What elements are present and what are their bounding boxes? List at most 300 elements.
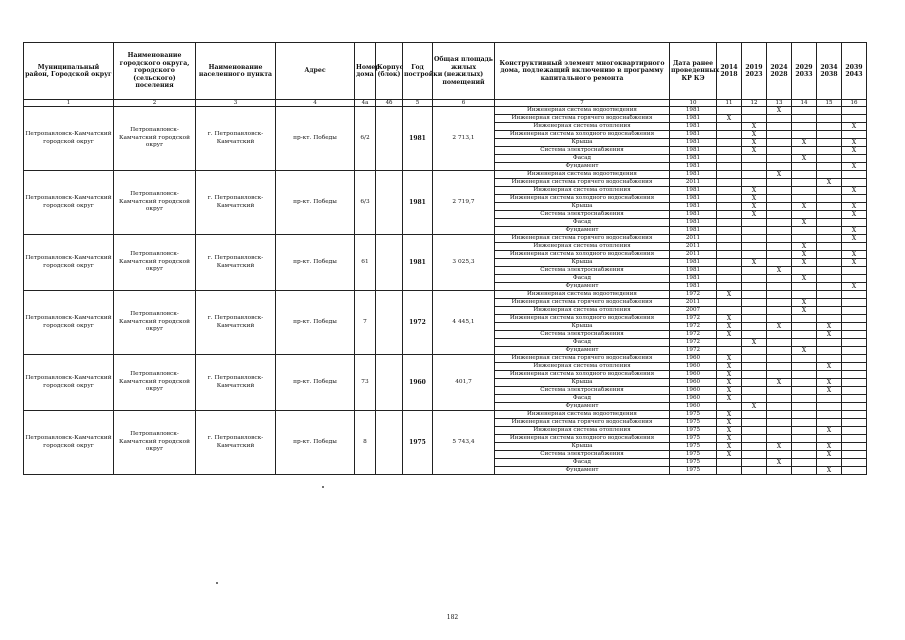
previous-repair-cell: 1975 [670, 427, 717, 435]
period-mark-cell: X [842, 163, 867, 171]
period-mark-cell [717, 339, 742, 347]
previous-repair-cell: 1981 [670, 275, 717, 283]
element-name-cell: Система электроснабжения [495, 331, 670, 339]
period-mark-cell [717, 259, 742, 267]
period-mark-cell: X [717, 355, 742, 363]
period-mark-cell [742, 443, 767, 451]
period-mark-cell [817, 171, 842, 179]
period-mark-cell [817, 163, 842, 171]
period-mark-cell [842, 347, 867, 355]
period-mark-cell: X [767, 459, 792, 467]
period-mark-cell [792, 171, 817, 179]
header-period-6: 2039 2043 [842, 43, 867, 100]
period-mark-cell [767, 187, 792, 195]
period-mark-cell [817, 227, 842, 235]
period-mark-cell [717, 179, 742, 187]
previous-repair-cell: 1981 [670, 211, 717, 219]
period-mark-cell [767, 403, 792, 411]
previous-repair-cell: 1960 [670, 403, 717, 411]
period-mark-cell [842, 155, 867, 163]
element-name-cell: Фасад [495, 275, 670, 283]
previous-repair-cell: 1972 [670, 291, 717, 299]
previous-repair-cell: 1975 [670, 467, 717, 475]
element-name-cell: Фасад [495, 395, 670, 403]
period-mark-cell [842, 179, 867, 187]
period-mark-cell [717, 203, 742, 211]
period-mark-cell [767, 115, 792, 123]
element-name-cell: Крыша [495, 379, 670, 387]
period-mark-cell: X [817, 467, 842, 475]
element-name-cell: Инженерная система горячего водоснабжения [495, 355, 670, 363]
settlement-cell: Петропавловск-Камчатский городской округ [114, 411, 196, 475]
element-name-cell: Инженерная система водоотведения [495, 291, 670, 299]
period-mark-cell [792, 283, 817, 291]
period-mark-cell [792, 443, 817, 451]
period-mark-cell [717, 227, 742, 235]
period-mark-cell [817, 299, 842, 307]
period-mark-cell: X [792, 259, 817, 267]
previous-repair-cell: 1981 [670, 131, 717, 139]
period-mark-cell [792, 227, 817, 235]
period-mark-cell [717, 123, 742, 131]
previous-repair-cell: 1975 [670, 443, 717, 451]
capital-repair-table [23, 42, 867, 475]
street-cell: пр-кт. Победы [276, 291, 355, 355]
column-number: 1 [24, 100, 114, 107]
period-mark-cell: X [767, 267, 792, 275]
period-mark-cell: X [817, 331, 842, 339]
period-mark-cell [742, 155, 767, 163]
element-name-cell: Система электроснабжения [495, 451, 670, 459]
period-mark-cell [717, 243, 742, 251]
street-cell: пр-кт. Победы [276, 107, 355, 171]
previous-repair-cell: 1981 [670, 267, 717, 275]
area-cell: 401,7 [433, 355, 495, 411]
year-cell: 1975 [403, 411, 433, 475]
column-number: 7 [495, 100, 670, 107]
element-name-cell: Инженерная система холодного водоснабжения [495, 435, 670, 443]
period-mark-cell [742, 427, 767, 435]
page-number: 182 [446, 614, 459, 621]
district-cell: Петропавловск-Камчатский городской округ [24, 355, 114, 411]
period-mark-cell [742, 395, 767, 403]
period-mark-cell: X [742, 203, 767, 211]
element-name-cell: Фасад [495, 155, 670, 163]
settlement-cell: Петропавловск-Камчатский городской округ [114, 107, 196, 171]
period-mark-cell [742, 363, 767, 371]
settlement-cell: Петропавловск-Камчатский городской округ [114, 171, 196, 235]
element-name-cell: Инженерная система горячего водоснабжения [495, 179, 670, 187]
period-mark-cell [817, 235, 842, 243]
period-mark-cell: X [842, 139, 867, 147]
header-address: Адрес [276, 43, 355, 100]
previous-repair-cell: 2011 [670, 299, 717, 307]
element-name-cell: Крыша [495, 139, 670, 147]
column-number: 16 [842, 100, 867, 107]
period-mark-cell [792, 131, 817, 139]
period-mark-cell [817, 395, 842, 403]
period-mark-cell [842, 131, 867, 139]
previous-repair-cell: 1972 [670, 315, 717, 323]
period-mark-cell [742, 107, 767, 115]
period-mark-cell [742, 323, 767, 331]
period-mark-cell: X [767, 379, 792, 387]
previous-repair-cell: 2011 [670, 251, 717, 259]
element-name-cell: Инженерная система отопления [495, 307, 670, 315]
previous-repair-cell: 1981 [670, 259, 717, 267]
period-mark-cell [842, 403, 867, 411]
header-element: Конструктивный элемент многоквартирного дома, подлежащий включению в программу капитального ремонта [495, 43, 670, 100]
table-row [24, 355, 867, 363]
period-mark-cell [842, 331, 867, 339]
period-mark-cell [792, 451, 817, 459]
locality-cell: г. Петропавловск-Камчатский [196, 355, 276, 411]
block-cell [376, 107, 403, 171]
table-body [24, 107, 867, 475]
period-mark-cell [717, 195, 742, 203]
period-mark-cell [842, 363, 867, 371]
period-mark-cell [767, 131, 792, 139]
period-mark-cell [817, 115, 842, 123]
previous-repair-cell: 1960 [670, 387, 717, 395]
house-number-cell: 73 [355, 355, 376, 411]
previous-repair-cell: 1972 [670, 339, 717, 347]
previous-repair-cell: 1975 [670, 411, 717, 419]
element-name-cell: Инженерная система горячего водоснабжения [495, 419, 670, 427]
period-mark-cell [792, 267, 817, 275]
block-cell [376, 291, 403, 355]
header-locality: Наименование населенного пункта [196, 43, 276, 100]
period-mark-cell [767, 259, 792, 267]
period-mark-cell [792, 187, 817, 195]
period-mark-cell [792, 291, 817, 299]
period-mark-cell [842, 459, 867, 467]
period-mark-cell [742, 251, 767, 259]
period-mark-cell [842, 371, 867, 379]
period-mark-cell [717, 139, 742, 147]
area-cell: 4 445,1 [433, 291, 495, 355]
period-mark-cell: X [792, 307, 817, 315]
area-cell: 3 025,3 [433, 235, 495, 291]
period-mark-cell: X [717, 435, 742, 443]
year-cell: 1972 [403, 291, 433, 355]
element-name-cell: Инженерная система холодного водоснабжения [495, 315, 670, 323]
table-row [24, 171, 867, 179]
period-mark-cell [842, 107, 867, 115]
period-mark-cell [792, 195, 817, 203]
period-mark-cell: X [842, 227, 867, 235]
header-period-4: 2029 2033 [792, 43, 817, 100]
period-mark-cell [742, 275, 767, 283]
period-mark-cell [767, 227, 792, 235]
period-mark-cell [742, 115, 767, 123]
period-mark-cell: X [717, 331, 742, 339]
element-name-cell: Инженерная система водоотведения [495, 107, 670, 115]
period-mark-cell [767, 411, 792, 419]
period-mark-cell [792, 179, 817, 187]
element-name-cell: Фасад [495, 339, 670, 347]
column-number: 5 [403, 100, 433, 107]
period-mark-cell: X [767, 107, 792, 115]
period-mark-cell [767, 331, 792, 339]
area-cell: 2 713,1 [433, 107, 495, 171]
period-mark-cell [767, 427, 792, 435]
period-mark-cell [717, 347, 742, 355]
period-mark-cell [767, 211, 792, 219]
period-mark-cell [742, 419, 767, 427]
period-mark-cell: X [717, 443, 742, 451]
period-mark-cell: X [717, 451, 742, 459]
period-mark-cell: X [742, 147, 767, 155]
period-mark-cell [817, 403, 842, 411]
previous-repair-cell: 1981 [670, 107, 717, 115]
period-mark-cell [817, 131, 842, 139]
locality-cell: г. Петропавловск-Камчатский [196, 171, 276, 235]
period-mark-cell: X [742, 259, 767, 267]
period-mark-cell: X [842, 203, 867, 211]
period-mark-cell [817, 139, 842, 147]
period-mark-cell: X [717, 323, 742, 331]
period-mark-cell [792, 115, 817, 123]
period-mark-cell [842, 219, 867, 227]
period-mark-cell: X [717, 411, 742, 419]
period-mark-cell [767, 203, 792, 211]
period-mark-cell: X [792, 139, 817, 147]
period-mark-cell: X [842, 123, 867, 131]
period-mark-cell [717, 211, 742, 219]
period-mark-cell: X [842, 187, 867, 195]
period-mark-cell [842, 307, 867, 315]
period-mark-cell [842, 339, 867, 347]
year-cell: 1981 [403, 107, 433, 171]
period-mark-cell [742, 235, 767, 243]
element-name-cell: Фундамент [495, 227, 670, 235]
column-number: 12 [742, 100, 767, 107]
period-mark-cell [742, 299, 767, 307]
period-mark-cell [842, 243, 867, 251]
period-mark-cell [742, 315, 767, 323]
period-mark-cell [842, 291, 867, 299]
period-mark-cell: X [717, 379, 742, 387]
previous-repair-cell: 1981 [670, 187, 717, 195]
period-mark-cell: X [767, 323, 792, 331]
table-row [24, 411, 867, 419]
previous-repair-cell: 1981 [670, 123, 717, 131]
previous-repair-cell: 2011 [670, 243, 717, 251]
period-mark-cell: X [717, 371, 742, 379]
column-number: 6 [433, 100, 495, 107]
column-number: 14 [792, 100, 817, 107]
block-cell [376, 235, 403, 291]
period-mark-cell [742, 435, 767, 443]
element-name-cell: Инженерная система отопления [495, 363, 670, 371]
period-mark-cell [817, 371, 842, 379]
period-mark-cell: X [842, 251, 867, 259]
column-number: 13 [767, 100, 792, 107]
district-cell: Петропавловск-Камчатский городской округ [24, 411, 114, 475]
period-mark-cell [742, 243, 767, 251]
period-mark-cell [817, 411, 842, 419]
period-mark-cell [842, 451, 867, 459]
period-mark-cell: X [767, 443, 792, 451]
period-mark-cell [842, 299, 867, 307]
period-mark-cell: X [792, 219, 817, 227]
header-period-5: 2034 2038 [817, 43, 842, 100]
period-mark-cell [742, 347, 767, 355]
period-mark-cell [742, 219, 767, 227]
element-name-cell: Система электроснабжения [495, 147, 670, 155]
previous-repair-cell: 1972 [670, 323, 717, 331]
element-name-cell: Система электроснабжения [495, 387, 670, 395]
element-name-cell: Крыша [495, 323, 670, 331]
period-mark-cell [767, 251, 792, 259]
period-mark-cell [792, 235, 817, 243]
period-mark-cell [792, 355, 817, 363]
scan-speck [216, 582, 218, 584]
locality-cell: г. Петропавловск-Камчатский [196, 107, 276, 171]
element-name-cell: Инженерная система отопления [495, 427, 670, 435]
period-mark-cell [817, 147, 842, 155]
district-cell: Петропавловск-Камчатский городской округ [24, 235, 114, 291]
element-name-cell: Фасад [495, 459, 670, 467]
period-mark-cell [717, 147, 742, 155]
period-mark-cell [717, 299, 742, 307]
period-mark-cell: X [742, 131, 767, 139]
period-mark-cell: X [717, 291, 742, 299]
previous-repair-cell: 1981 [670, 155, 717, 163]
element-name-cell: Крыша [495, 259, 670, 267]
column-number: 4а [355, 100, 376, 107]
period-mark-cell: X [792, 275, 817, 283]
element-name-cell: Инженерная система отопления [495, 123, 670, 131]
period-mark-cell [717, 107, 742, 115]
header-period-2: 2019 2023 [742, 43, 767, 100]
column-number: 11 [717, 100, 742, 107]
previous-repair-cell: 1981 [670, 219, 717, 227]
previous-repair-cell: 2011 [670, 179, 717, 187]
previous-repair-cell: 1981 [670, 163, 717, 171]
period-mark-cell [842, 443, 867, 451]
period-mark-cell [742, 171, 767, 179]
element-name-cell: Фундамент [495, 467, 670, 475]
previous-repair-cell: 1981 [670, 139, 717, 147]
element-name-cell: Система электроснабжения [495, 267, 670, 275]
period-mark-cell [817, 155, 842, 163]
element-name-cell: Фундамент [495, 163, 670, 171]
previous-repair-cell: 1981 [670, 195, 717, 203]
previous-repair-cell: 1975 [670, 435, 717, 443]
previous-repair-cell: 1960 [670, 379, 717, 387]
period-mark-cell [717, 251, 742, 259]
period-mark-cell [792, 403, 817, 411]
period-mark-cell [842, 467, 867, 475]
previous-repair-cell: 1975 [670, 451, 717, 459]
period-mark-cell [742, 179, 767, 187]
previous-repair-cell: 1960 [670, 363, 717, 371]
period-mark-cell: X [842, 283, 867, 291]
period-mark-cell [742, 411, 767, 419]
period-mark-cell: X [792, 251, 817, 259]
period-mark-cell [717, 235, 742, 243]
element-name-cell: Инженерная система горячего водоснабжения [495, 299, 670, 307]
period-mark-cell: X [817, 379, 842, 387]
period-mark-cell [742, 291, 767, 299]
period-mark-cell [767, 195, 792, 203]
period-mark-cell [717, 171, 742, 179]
period-mark-cell [792, 363, 817, 371]
period-mark-cell [767, 419, 792, 427]
settlement-cell: Петропавловск-Камчатский городской округ [114, 291, 196, 355]
element-name-cell: Инженерная система холодного водоснабжения [495, 195, 670, 203]
period-mark-cell [792, 163, 817, 171]
locality-cell: г. Петропавловск-Камчатский [196, 235, 276, 291]
period-mark-cell [817, 315, 842, 323]
period-mark-cell: X [817, 451, 842, 459]
element-name-cell: Инженерная система отопления [495, 243, 670, 251]
period-mark-cell [767, 235, 792, 243]
previous-repair-cell: 1981 [670, 283, 717, 291]
period-mark-cell [767, 347, 792, 355]
area-cell: 2 719,7 [433, 171, 495, 235]
period-mark-cell [792, 211, 817, 219]
period-mark-cell: X [742, 195, 767, 203]
period-mark-cell [817, 347, 842, 355]
house-number-cell: 61 [355, 235, 376, 291]
period-mark-cell [817, 243, 842, 251]
period-mark-cell [842, 395, 867, 403]
column-number: 15 [817, 100, 842, 107]
period-mark-cell [817, 275, 842, 283]
previous-repair-cell: 1975 [670, 459, 717, 467]
area-cell: 5 743,4 [433, 411, 495, 475]
header-house-number: Номер дома [355, 43, 376, 100]
period-mark-cell [767, 435, 792, 443]
previous-repair-cell: 1960 [670, 355, 717, 363]
period-mark-cell [842, 427, 867, 435]
period-mark-cell [792, 339, 817, 347]
year-cell: 1981 [403, 171, 433, 235]
period-mark-cell [717, 467, 742, 475]
period-mark-cell: X [792, 299, 817, 307]
previous-repair-cell: 1960 [670, 395, 717, 403]
element-name-cell: Крыша [495, 203, 670, 211]
period-mark-cell [817, 307, 842, 315]
period-mark-cell [717, 267, 742, 275]
scan-speck [322, 486, 324, 488]
house-number-cell: 8 [355, 411, 376, 475]
period-mark-cell: X [717, 363, 742, 371]
element-name-cell: Фундамент [495, 347, 670, 355]
period-mark-cell: X [817, 363, 842, 371]
period-mark-cell [767, 315, 792, 323]
period-mark-cell: X [742, 339, 767, 347]
period-mark-cell: X [792, 203, 817, 211]
period-mark-cell [842, 419, 867, 427]
street-cell: пр-кт. Победы [276, 355, 355, 411]
period-mark-cell [792, 419, 817, 427]
header-district: Муниципальный район, Городской округ [24, 43, 114, 100]
period-mark-cell [717, 283, 742, 291]
period-mark-cell [742, 267, 767, 275]
period-mark-cell [842, 387, 867, 395]
table-row [24, 107, 867, 115]
header-period-1: 2014 2018 [717, 43, 742, 100]
period-mark-cell [792, 395, 817, 403]
period-mark-cell [817, 291, 842, 299]
element-name-cell: Инженерная система водоотведения [495, 171, 670, 179]
header-area: Общая площадь жилых (нежилых) помещений [433, 43, 495, 100]
period-mark-cell [817, 459, 842, 467]
